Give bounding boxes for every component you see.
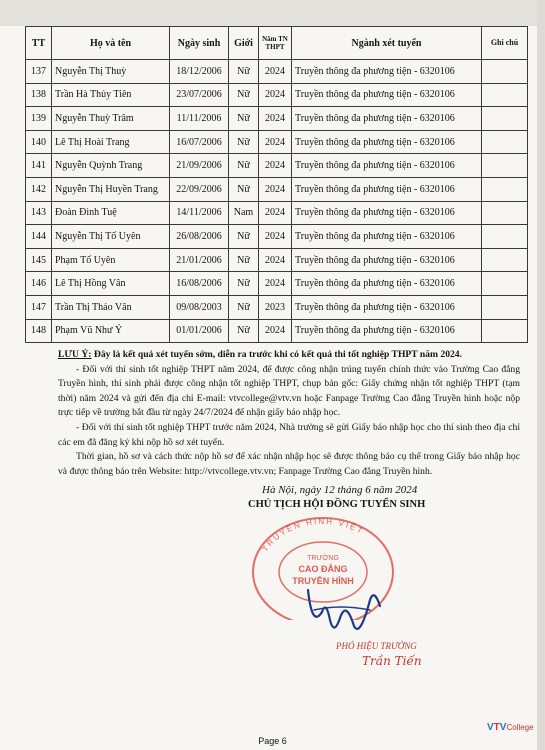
header-major: Ngành xét tuyển — [292, 27, 482, 60]
cell-name: Nguyễn Thuỳ Trâm — [52, 107, 170, 131]
cell-name: Nguyễn Thị Huyền Trang — [52, 177, 170, 201]
notes-heading-text: Đây là kết quả xét tuyển sớm, diễn ra trước khi có kết quả thi tốt nghiệp THPT năm 2024. — [93, 349, 462, 360]
cell-note — [482, 201, 528, 225]
cell-name: Lê Thị Hồng Vân — [52, 272, 170, 296]
cell-year: 2024 — [259, 83, 292, 107]
seal-line-1: TRƯỜNG — [307, 555, 339, 562]
cell-gender: Nữ — [229, 130, 259, 154]
cell-tt: 144 — [26, 225, 52, 249]
admission-table — [25, 26, 528, 343]
seal-line-3: TRUYỀN HÌNH — [292, 576, 354, 586]
cell-tt: 146 — [26, 272, 52, 296]
table-row — [26, 60, 528, 84]
cell-name: Trần Thị Thảo Vân — [52, 295, 170, 319]
cell-major: Truyền thông đa phương tiện - 6320106 — [292, 248, 482, 272]
cell-year: 2024 — [259, 60, 292, 84]
notes-paragraph-3: Thời gian, hồ sơ và cách thức nộp hồ sơ để xác nhận nhập học sẽ được thông báo cụ thể trong Giấy báo nhập học và được thông báo trên Website: http://vtvcollege.vtv.vn; Fanpage Trường Cao đẳng Truyền hình. — [58, 451, 520, 477]
table-row — [26, 201, 528, 225]
table-row — [26, 83, 528, 107]
header-year: Năm TN THPT — [259, 27, 292, 60]
cell-note — [482, 60, 528, 84]
cell-dob: 26/08/2006 — [170, 225, 229, 249]
cell-note — [482, 177, 528, 201]
cell-name: Phạm Tố Uyên — [52, 248, 170, 272]
signing-date: Hà Nội, ngày 12 tháng 6 năm 2024 — [262, 484, 418, 496]
cell-gender: Nữ — [229, 83, 259, 107]
cell-note — [482, 83, 528, 107]
cell-note — [482, 272, 528, 296]
cell-tt: 147 — [26, 295, 52, 319]
table-row — [26, 177, 528, 201]
signer-title: CHỦ TỊCH HỘI ĐỒNG TUYỂN SINH — [248, 499, 426, 510]
cell-year: 2024 — [259, 177, 292, 201]
cell-year: 2024 — [259, 201, 292, 225]
cell-dob: 09/08/2003 — [170, 295, 229, 319]
cell-gender: Nam — [229, 201, 259, 225]
cell-tt: 138 — [26, 83, 52, 107]
header-name: Họ và tên — [52, 27, 170, 60]
cell-name: Trần Hà Thủy Tiên — [52, 83, 170, 107]
cell-note — [482, 154, 528, 178]
cell-gender: Nữ — [229, 319, 259, 343]
table-header-row — [26, 27, 528, 60]
cell-dob: 16/07/2006 — [170, 130, 229, 154]
cell-gender: Nữ — [229, 177, 259, 201]
cell-major: Truyền thông đa phương tiện - 6320106 — [292, 107, 482, 131]
cell-dob: 16/08/2006 — [170, 272, 229, 296]
cell-name: Lê Thị Hoài Trang — [52, 130, 170, 154]
cell-year: 2024 — [259, 130, 292, 154]
cell-dob: 01/01/2006 — [170, 319, 229, 343]
notes-label: LƯU Ý: — [58, 349, 92, 360]
cell-dob: 23/07/2006 — [170, 83, 229, 107]
cell-major: Truyền thông đa phương tiện - 6320106 — [292, 295, 482, 319]
cell-major: Truyền thông đa phương tiện - 6320106 — [292, 272, 482, 296]
cell-tt: 145 — [26, 248, 52, 272]
cell-dob: 21/01/2006 — [170, 248, 229, 272]
header-gender: Giới — [229, 27, 259, 60]
cell-year: 2024 — [259, 154, 292, 178]
cell-note — [482, 107, 528, 131]
cell-dob: 14/11/2006 — [170, 201, 229, 225]
cell-tt: 142 — [26, 177, 52, 201]
cell-name: Nguyễn Quỳnh Trang — [52, 154, 170, 178]
cell-name: Nguyễn Thị Thuỳ — [52, 60, 170, 84]
cell-tt: 141 — [26, 154, 52, 178]
table-body — [26, 60, 528, 343]
cell-major: Truyền thông đa phương tiện - 6320106 — [292, 319, 482, 343]
cell-note — [482, 295, 528, 319]
cell-tt: 139 — [26, 107, 52, 131]
page-number: Page 6 — [258, 736, 287, 746]
table-row — [26, 154, 528, 178]
table-row — [26, 107, 528, 131]
notes-block — [58, 348, 520, 479]
notes-paragraph-1: - Đối với thí sinh tốt nghiệp THPT năm 2024, để được công nhận trúng tuyển chính thức vào Trường Cao đẳng Truyền hình, thí sinh phải được công nhận tốt nghiệp THPT, chụp bản gốc: Giấy chứng nhận tốt nghiệp THPT (tạm thời) năm 2024 và gửi đến địa chỉ E-mail: vtvcollege@vtv.vn hoặc Fanpage Trường Cao đẳng Truyền hình hoặc nộp trực tiếp về trường bắt đầu từ ngày 24/7/2024 để nhận giấy báo nhập học. — [58, 363, 520, 419]
cell-note — [482, 225, 528, 249]
cell-dob: 21/09/2006 — [170, 154, 229, 178]
cell-note — [482, 130, 528, 154]
vice-principal-name: Trần Tiến — [362, 654, 422, 668]
cell-major: Truyền thông đa phương tiện - 6320106 — [292, 201, 482, 225]
cell-gender: Nữ — [229, 248, 259, 272]
notes-heading — [58, 348, 520, 363]
seal-arc-text: TRUYỀN HÌNH VIỆT — [260, 516, 366, 554]
cell-tt: 143 — [26, 201, 52, 225]
vtv-college-logo: VTVCollege — [487, 722, 534, 733]
table-row — [26, 130, 528, 154]
cell-gender: Nữ — [229, 154, 259, 178]
cell-name: Đoàn Đình Tuệ — [52, 201, 170, 225]
table-row — [26, 295, 528, 319]
cell-year: 2024 — [259, 248, 292, 272]
cell-major: Truyền thông đa phương tiện - 6320106 — [292, 130, 482, 154]
page-top-edge — [0, 0, 545, 26]
cell-gender: Nữ — [229, 225, 259, 249]
cell-tt: 148 — [26, 319, 52, 343]
table-row — [26, 248, 528, 272]
cell-tt: 137 — [26, 60, 52, 84]
header-note: Ghi chú — [482, 27, 528, 60]
cell-note — [482, 248, 528, 272]
seal-line-2: CAO ĐẲNG — [298, 564, 348, 574]
cell-dob: 11/11/2006 — [170, 107, 229, 131]
notes-paragraph-2: - Đối với thí sinh tốt nghiệp THPT trước năm 2024, Nhà trường sẽ gửi Giấy báo nhập học cho thí sinh theo địa chỉ các em đã đăng ký khi nộp hồ sơ xét tuyển. — [58, 421, 520, 448]
cell-year: 2024 — [259, 319, 292, 343]
header-tt: TT — [26, 27, 52, 60]
cell-name: Phạm Vũ Như Ý — [52, 319, 170, 343]
cell-major: Truyền thông đa phương tiện - 6320106 — [292, 154, 482, 178]
cell-year: 2024 — [259, 225, 292, 249]
cell-dob: 22/09/2006 — [170, 177, 229, 201]
header-dob: Ngày sinh — [170, 27, 229, 60]
cell-major: Truyền thông đa phương tiện - 6320106 — [292, 83, 482, 107]
cell-gender: Nữ — [229, 107, 259, 131]
cell-year: 2024 — [259, 107, 292, 131]
cell-major: Truyền thông đa phương tiện - 6320106 — [292, 60, 482, 84]
cell-year: 2024 — [259, 272, 292, 296]
table-row — [26, 272, 528, 296]
table-row — [26, 319, 528, 343]
cell-tt: 140 — [26, 130, 52, 154]
cell-gender: Nữ — [229, 60, 259, 84]
cell-major: Truyền thông đa phương tiện - 6320106 — [292, 225, 482, 249]
cell-gender: Nữ — [229, 272, 259, 296]
vice-principal-title: PHÓ HIỆU TRƯỞNG — [336, 641, 417, 651]
table-row — [26, 225, 528, 249]
handwritten-signature — [300, 560, 420, 640]
cell-dob: 18/12/2006 — [170, 60, 229, 84]
cell-gender: Nữ — [229, 295, 259, 319]
cell-name: Nguyễn Thị Tố Uyên — [52, 225, 170, 249]
cell-note — [482, 319, 528, 343]
page-right-edge — [537, 0, 545, 750]
cell-major: Truyền thông đa phương tiện - 6320106 — [292, 177, 482, 201]
cell-year: 2023 — [259, 295, 292, 319]
